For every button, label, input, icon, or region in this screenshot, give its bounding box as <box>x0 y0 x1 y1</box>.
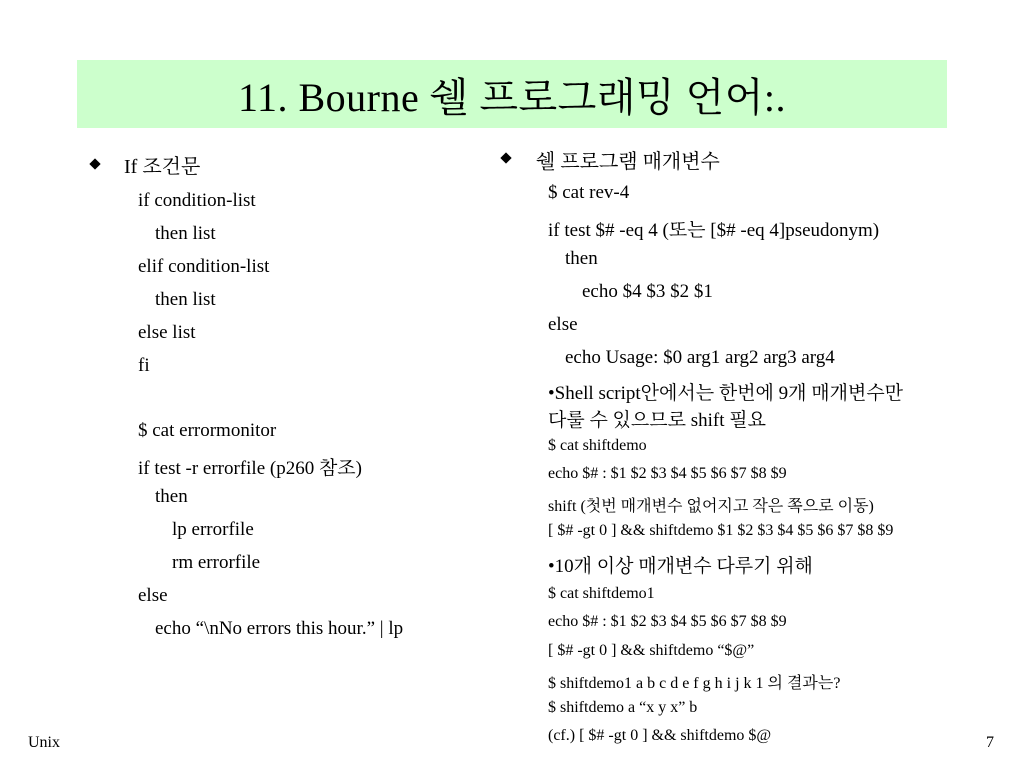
code-line: [ $# -gt 0 ] && shiftdemo $1 $2 $3 $4 $5 $6 $7 $8 $9 <box>548 522 894 539</box>
footer-label: Unix <box>28 734 60 751</box>
code-line: else <box>548 314 578 335</box>
note-line: •Shell script안에서는 한번에 9개 매개변수만 <box>548 383 904 404</box>
code-line: then list <box>155 223 216 244</box>
code-line: if condition-list <box>138 190 256 211</box>
code-line: if test $# -eq 4 (또는 [$# -eq 4]pseudonym) <box>548 220 880 241</box>
code-line: echo $4 $3 $2 $1 <box>582 281 713 302</box>
page-number: 7 <box>986 734 994 751</box>
right-heading: 쉘 프로그램 매개변수 <box>536 151 720 173</box>
slide-title: 11. Bourne 쉘 프로그래밍 언어:. <box>237 74 786 120</box>
diamond-bullet-icon <box>500 152 511 163</box>
code-line: $ shiftdemo1 a b c d e f g h i j k 1 의 결과는? <box>548 675 841 692</box>
code-line: then <box>155 486 188 507</box>
code-line: fi <box>138 355 150 376</box>
code-line: else list <box>138 322 196 343</box>
code-line: then <box>565 248 598 269</box>
code-line: (cf.) [ $# -gt 0 ] && shiftdemo $@ <box>548 727 772 744</box>
diamond-bullet-icon <box>89 158 100 169</box>
left-heading: If 조건문 <box>124 156 201 178</box>
note-line: •10개 이상 매개변수 다루기 위해 <box>548 556 813 577</box>
note-line: 다룰 수 있으므로 shift 필요 <box>548 410 766 431</box>
code-line: echo Usage: $0 arg1 arg2 arg3 arg4 <box>565 347 835 368</box>
code-line: rm errorfile <box>172 552 261 573</box>
code-line: if test -r errorfile (p260 참조) <box>138 458 362 479</box>
code-line: $ shiftdemo a “x y x” b <box>548 699 698 716</box>
code-line: shift (첫번 매개변수 없어지고 작은 쪽으로 이동) <box>548 498 874 515</box>
code-line: echo $# : $1 $2 $3 $4 $5 $6 $7 $8 $9 <box>548 613 787 630</box>
code-line: $ cat shiftdemo <box>548 437 647 454</box>
code-line: echo $# : $1 $2 $3 $4 $5 $6 $7 $8 $9 <box>548 465 787 482</box>
code-line: lp errorfile <box>172 519 254 540</box>
code-line: $ cat shiftdemo1 <box>548 585 655 602</box>
code-line: $ cat rev-4 <box>548 182 630 203</box>
code-line: else <box>138 585 168 606</box>
code-line: echo “\nNo errors this hour.” | lp <box>155 618 404 639</box>
code-line: [ $# -gt 0 ] && shiftdemo “$@” <box>548 642 755 659</box>
code-line: then list <box>155 289 216 310</box>
code-line: elif condition-list <box>138 256 270 277</box>
code-line: $ cat errormonitor <box>138 420 277 441</box>
title-banner <box>77 60 947 128</box>
